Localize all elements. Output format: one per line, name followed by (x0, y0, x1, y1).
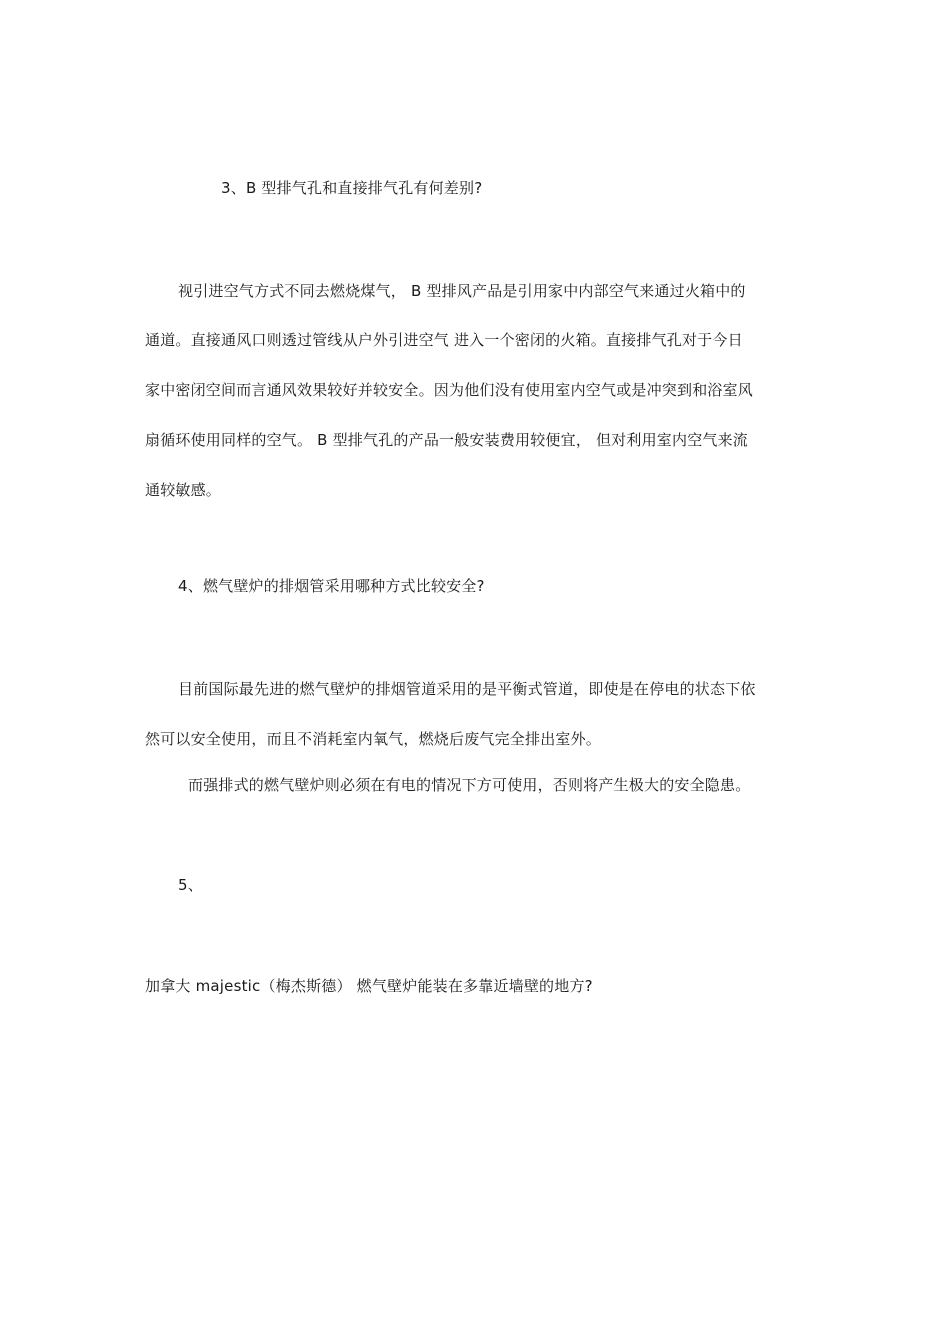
q4-answer-line: 目前国际最先进的燃气壁炉的排烟管道采用的是平衡式管道，即使是在停电的状态下依 (178, 680, 756, 698)
q4-answer-line: 而强排式的燃气壁炉则必须在有电的情况下方可使用，否则将产生极大的安全隐患。 (188, 776, 751, 794)
q3-answer-line: 视引进空气方式不同去燃烧煤气， B 型排风产品是引用家中内部空气来通过火箱中的 (178, 282, 746, 300)
q3-answer-line: 通道。直接通风口则透过管线从户外引进空气 进入一个密闭的火箱。直接排气孔对于今日 (145, 331, 743, 349)
q4-heading: 4、燃气壁炉的排烟管采用哪种方式比较安全? (178, 577, 485, 595)
q5-heading: 加拿大 majestic（梅杰斯德） 燃气壁炉能装在多靠近墙壁的地方? (145, 977, 593, 995)
q3-heading: 3、B 型排气孔和直接排气孔有何差别? (221, 179, 483, 197)
q4-answer-line: 然可以安全使用，而且不消耗室内氧气，燃烧后废气完全排出室外。 (145, 730, 602, 748)
q3-answer-line: 家中密闭空间而言通风效果较好并较安全。因为他们没有使用室内空气或是冲突到和浴室风 (145, 381, 754, 399)
q3-answer-line: 扇循环使用同样的空气。 B 型排气孔的产品一般安装费用较便宜， 但对利用室内空气来流 (145, 431, 748, 449)
q3-answer-line: 通较敏感。 (145, 481, 222, 499)
q5-number: 5、 (178, 876, 203, 894)
